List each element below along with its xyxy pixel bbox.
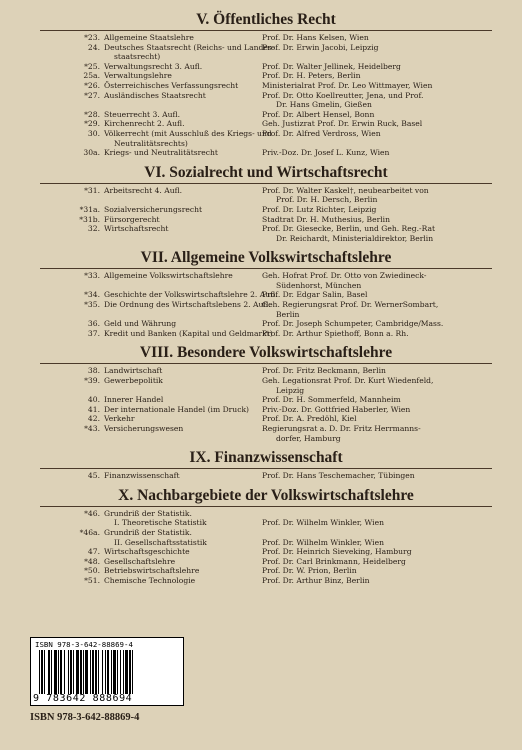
entry-author: Prof. Dr. Edgar Salin, Basel: [262, 290, 368, 300]
entry-title: Grundriß der Statistik.: [104, 527, 192, 537]
entry-number: *43.: [84, 424, 100, 433]
catalog-entry: [40, 62, 492, 72]
catalog-entry: [40, 100, 492, 110]
catalog-entry: [40, 471, 492, 481]
section-title: X. Nachbargebiete der Volkswirtschaftslehre: [118, 486, 414, 504]
entry-author: Prof. Dr. Arthur Binz, Berlin: [262, 575, 370, 585]
entry-number: *46a.: [79, 527, 100, 537]
entry-number: *51.: [84, 575, 100, 585]
entry-author: Prof. Dr. Alfred Verdross, Wien: [262, 128, 381, 138]
entry-title: Österreichisches Verfassungsrecht: [104, 80, 239, 90]
catalog-entry: [40, 139, 492, 149]
entry-number: *50.: [84, 566, 100, 576]
catalog-entry: [40, 43, 492, 53]
entry-title: Deutsches Staatsrecht (Reichs- und Landes-: [104, 42, 275, 52]
entry-title: Steuerrecht 3. Aufl.: [104, 109, 181, 119]
entry-title: Finanzwissenschaft: [104, 471, 180, 481]
entry-title: staatsrecht): [114, 52, 161, 62]
barcode-digits: 9 783642 888694: [33, 693, 133, 704]
entry-number: *35.: [84, 300, 100, 310]
catalog-entry: [40, 215, 492, 225]
entry-number: *23.: [84, 33, 100, 42]
entry-title: Völkerrecht (mit Ausschluß des Kriegs- und: [104, 128, 272, 138]
section-title: VIII. Besondere Volkswirtschaftslehre: [139, 344, 393, 362]
catalog-entry: [40, 329, 492, 339]
entry-author: Prof. Dr. Hans Kelsen, Wien: [262, 33, 369, 42]
catalog-entry: [40, 386, 492, 396]
entry-author: Berlin: [276, 309, 300, 319]
entry-title: Sozialversicherungsrecht: [104, 204, 203, 214]
entry-number: *46.: [84, 508, 100, 518]
entry-author: Südenhorst, München: [276, 280, 362, 290]
entry-author: Stadtrat Dr. H. Muthesius, Berlin: [262, 214, 390, 224]
catalog-entry: [40, 234, 492, 244]
entry-title: Die Ordnung des Wirtschaftslebens 2. Aufl.: [104, 300, 271, 310]
section-rule: [40, 30, 492, 31]
entry-title: Versicherungswesen: [104, 424, 184, 433]
catalog-entry: [40, 33, 492, 43]
catalog-entry: [40, 434, 492, 444]
entry-title: Kirchenrecht 2. Aufl.: [104, 119, 185, 129]
entry-author: Prof. Dr. Hans Teschemacher, Tübingen: [262, 471, 415, 481]
catalog-entry: [40, 319, 492, 329]
section-title: IX. Finanzwissenschaft: [189, 449, 343, 467]
entry-number: *29.: [84, 119, 100, 129]
entry-number: 24.: [87, 42, 100, 52]
entry-author: Prof. Dr. Walter Kaskel†, neubearbeitet von: [262, 185, 429, 195]
catalog-entry: [40, 129, 492, 139]
catalog-entry: [40, 91, 492, 101]
entry-title: Chemische Technologie: [104, 575, 196, 585]
entry-author: Prof. Dr. Giesecke, Berlin, und Geh. Reg.-Rat: [262, 224, 436, 234]
catalog-entry: [40, 528, 492, 538]
entry-title: Der internationale Handel (im Druck): [104, 404, 250, 414]
entry-title: Wirtschaftsgeschichte: [104, 547, 190, 557]
catalog-entry: [40, 366, 492, 376]
entry-author: Geh. Regierungsrat Prof. Dr. WernerSombart,: [262, 300, 439, 310]
entry-title: Gesellschaftslehre: [104, 556, 176, 566]
entry-number: *28.: [84, 109, 100, 119]
catalog-entry: [40, 119, 492, 129]
catalog-entry: [40, 148, 492, 158]
catalog-entry: [40, 547, 492, 557]
section-rule: [40, 506, 492, 507]
entry-author: Priv.-Doz. Dr. Gottfried Haberler, Wien: [262, 404, 411, 414]
entry-author: Regierungsrat a. D. Dr. Fritz Herrmanns-: [262, 424, 421, 433]
catalog-entry: [40, 405, 492, 415]
entry-title: Neutralitätsrechts): [114, 138, 188, 148]
catalog-entry: [40, 566, 492, 576]
entry-title: Verwaltungslehre: [104, 71, 172, 81]
entry-title: Allgemeine Staatslehre: [104, 33, 194, 42]
catalog-entry: [40, 557, 492, 567]
entry-author: Prof. Dr. Otto Koellreutter, Jena, und Prof.: [262, 90, 424, 100]
entry-author: Prof. Dr. Wilhelm Winkler, Wien: [262, 518, 384, 528]
entry-author: Prof. Dr. Erwin Jacobi, Leipzig: [262, 42, 379, 52]
section-rule: [40, 183, 492, 184]
entry-number: *31b.: [79, 214, 100, 224]
entry-title: Gewerbepolitik: [104, 376, 163, 386]
entry-number: *48.: [84, 556, 100, 566]
entry-author: Prof. Dr. H. Peters, Berlin: [262, 71, 361, 81]
entry-author: dorfer, Hamburg: [276, 433, 341, 443]
entry-number: 47.: [87, 547, 100, 557]
entry-author: Prof. Dr. H. Dersch, Berlin: [276, 195, 378, 205]
entry-title: I. Theoretische Statistik: [114, 518, 207, 528]
isbn-footer: ISBN 978-3-642-88869-4: [30, 712, 140, 723]
entry-author: Prof. Dr. Arthur Spiethoff, Bonn a. Rh.: [262, 328, 409, 338]
catalog-entry: [40, 205, 492, 215]
entry-author: Dr. Reichardt, Ministerialdirektor, Berlin: [276, 233, 434, 243]
section-title: VI. Sozialrecht und Wirtschaftsrecht: [144, 163, 388, 181]
section-rule: [40, 363, 492, 364]
catalog-entry: [40, 414, 492, 424]
entry-number: *39.: [84, 376, 100, 386]
entry-author: Prof. Dr. Wilhelm Winkler, Wien: [262, 537, 384, 547]
catalog-entry: [40, 52, 492, 62]
section-rule: [40, 468, 492, 469]
entry-author: Prof. Dr. Carl Brinkmann, Heidelberg: [262, 556, 406, 566]
entry-author: Geh. Hofrat Prof. Dr. Otto von Zwiedineck-: [262, 271, 427, 281]
entry-number: *27.: [84, 90, 100, 100]
entry-title: Wirtschaftsrecht: [104, 224, 169, 234]
entry-title: Verkehr: [104, 414, 135, 424]
entry-title: Innerer Handel: [104, 395, 164, 405]
entry-number: 25a.: [83, 71, 100, 81]
catalog-entry: [40, 424, 492, 434]
section-rule: [40, 268, 492, 269]
entry-author: Prof. Dr. Albert Hensel, Bonn: [262, 109, 375, 119]
entry-author: Geh. Justizrat Prof. Dr. Erwin Ruck, Basel: [262, 119, 423, 129]
entry-number: *26.: [84, 80, 100, 90]
section-title: VII. Allgemeine Volkswirtschaftslehre: [140, 249, 392, 267]
catalog-entry: [40, 509, 492, 519]
entry-title: Betriebswirtschaftslehre: [104, 566, 200, 576]
entry-author: Prof. Dr. Fritz Beckmann, Berlin: [262, 366, 386, 376]
entry-title: Geschichte der Volkswirtschaftslehre 2. Aufl.: [104, 290, 278, 300]
entry-title: Arbeitsrecht 4. Aufl.: [104, 185, 183, 195]
catalog-entry: [40, 195, 492, 205]
catalog-entry: [40, 518, 492, 528]
catalog-entry: [40, 395, 492, 405]
entry-title: Ausländisches Staatsrecht: [104, 90, 206, 100]
entry-author: Dr. Hans Gmelin, Gießen: [276, 100, 372, 110]
entry-author: Prof. Dr. H. Sommerfeld, Mannheim: [262, 395, 401, 405]
entry-number: 45.: [87, 471, 100, 481]
barcode-bars: [39, 650, 177, 694]
entry-number: 38.: [87, 366, 100, 376]
entry-title: Landwirtschaft: [104, 366, 163, 376]
entry-number: 40.: [87, 395, 100, 405]
catalog-entry: [40, 310, 492, 320]
barcode-isbn-label: ISBN 978-3-642-88869-4: [35, 640, 133, 649]
entry-number: *31.: [84, 185, 100, 195]
entry-author: Prof. Dr. Lutz Richter, Leipzig: [262, 204, 377, 214]
catalog-entry: [40, 538, 492, 548]
entry-author: Prof. Dr. Walter Jellinek, Heidelberg: [262, 61, 401, 71]
entry-author: Prof. Dr. Heinrich Sieveking, Hamburg: [262, 547, 412, 557]
entry-author: Leipzig: [276, 385, 305, 395]
entry-number: *25.: [84, 61, 100, 71]
entry-number: 32.: [87, 224, 100, 234]
entry-number: 30a.: [83, 148, 100, 158]
catalog-entry: [40, 376, 492, 386]
section-title: V. Öffentliches Recht: [196, 11, 336, 28]
entry-number: 30.: [87, 128, 100, 138]
entry-number: *33.: [84, 271, 100, 281]
catalog-entry: [40, 186, 492, 196]
catalog-entry: [40, 224, 492, 234]
entry-author: Prof. Dr. W. Prion, Berlin: [262, 566, 357, 576]
entry-title: Kriegs- und Neutralitätsrecht: [104, 148, 218, 158]
catalog-entry: [40, 281, 492, 291]
entry-number: 41.: [87, 404, 100, 414]
entry-title: Verwaltungsrecht 3. Aufl.: [104, 61, 203, 71]
entry-author: Geh. Legationsrat Prof. Dr. Kurt Wiedenfeld,: [262, 376, 434, 386]
catalog-entry: [40, 300, 492, 310]
barcode: [30, 637, 184, 706]
catalog-page: [40, 8, 492, 589]
entry-author: Ministerialrat Prof. Dr. Leo Wittmayer, Wien: [262, 80, 433, 90]
catalog-entry: [40, 81, 492, 91]
entry-author: Priv.-Doz. Dr. Josef L. Kunz, Wien: [262, 148, 390, 158]
entry-number: 36.: [87, 319, 100, 329]
entry-number: *31a.: [79, 204, 100, 214]
entry-author: Prof. Dr. A. Predöhl, Kiel: [262, 414, 357, 424]
entry-title: II. Gesellschaftsstatistik: [114, 537, 207, 547]
entry-author: Prof. Dr. Joseph Schumpeter, Cambridge/Mass.: [262, 319, 444, 329]
entry-number: *34.: [84, 290, 100, 300]
entry-title: Geld und Währung: [104, 319, 177, 329]
entry-title: Grundriß der Statistik.: [104, 508, 192, 518]
catalog-entry: [40, 271, 492, 281]
catalog-entry: [40, 290, 492, 300]
catalog-entry: [40, 110, 492, 120]
entry-title: Kredit und Banken (Kapital und Geldmarkt): [104, 328, 273, 338]
catalog-entry: [40, 576, 492, 586]
entry-title: Allgemeine Volkswirtschaftslehre: [104, 271, 233, 281]
entry-title: Fürsorgerecht: [104, 214, 160, 224]
catalog-entry: [40, 71, 492, 81]
entry-number: 37.: [87, 328, 100, 338]
entry-number: 42.: [87, 414, 100, 424]
